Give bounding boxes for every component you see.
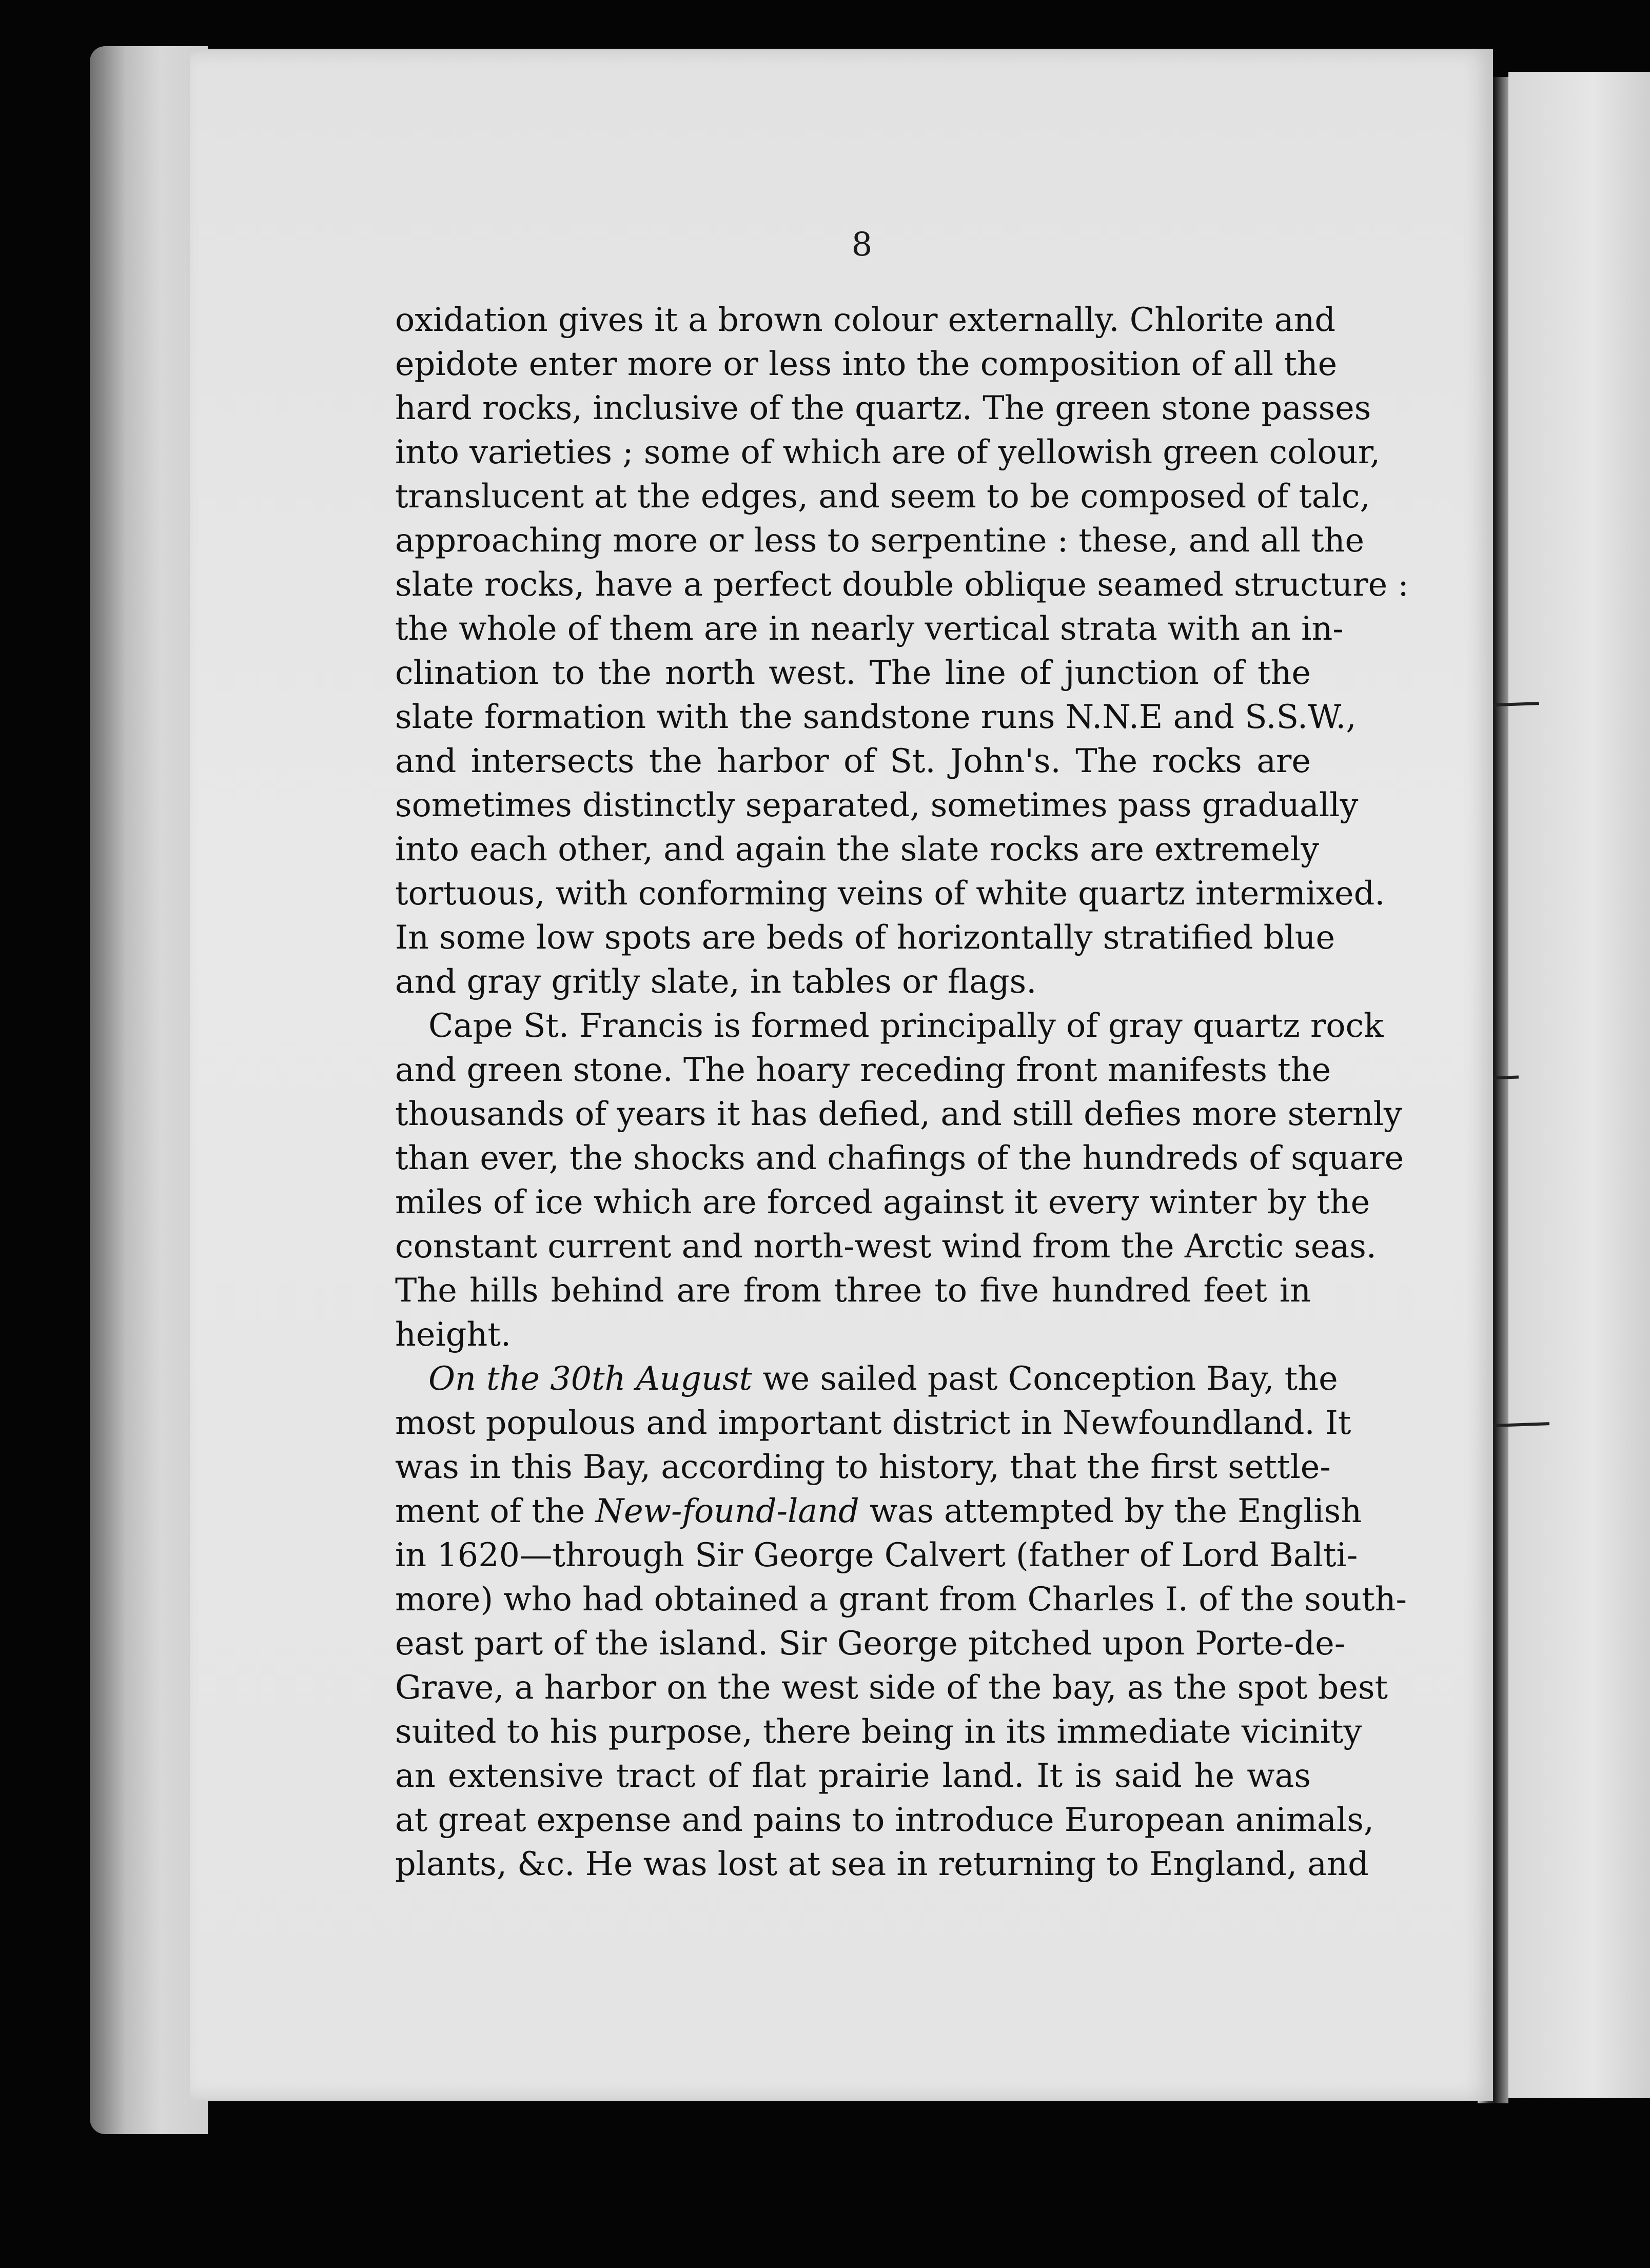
text-line: miles of ice which are forced against it every winter by the bbox=[395, 1183, 1370, 1221]
facing-page-edge bbox=[1508, 72, 1650, 2098]
text-line: epidote enter more or less into the composition of all the bbox=[395, 345, 1338, 383]
text-line: than ever, the shocks and chafings of the hundreds of square bbox=[395, 1139, 1404, 1177]
text-line: an extensive tract of flat prairie land. It is said he was bbox=[395, 1757, 1311, 1794]
text-line: clination to the north west. The line of junction of the bbox=[395, 654, 1311, 692]
text-line: translucent at the edges, and seem to be composed of talc, bbox=[395, 477, 1370, 515]
text-line: into varieties ; some of which are of yellowish green colour, bbox=[395, 433, 1381, 471]
text-line: In some low spots are beds of horizontally stratified blue bbox=[395, 918, 1335, 956]
text-line: suited to his purpose, there being in its immediate vicinity bbox=[395, 1712, 1362, 1750]
text-line: in 1620—through Sir George Calvert (father of Lord Balti- bbox=[395, 1536, 1358, 1574]
text-line: oxidation gives it a brown colour externally. Chlorite and bbox=[395, 301, 1336, 339]
text-line: constant current and north-west wind from the Arctic seas. bbox=[395, 1227, 1377, 1265]
text-line: and green stone. The hoary receding front manifests the bbox=[395, 1051, 1331, 1089]
text-line: more) who had obtained a grant from Charles I. of the south- bbox=[395, 1580, 1407, 1618]
text-line: and intersects the harbor of St. John's. The rocks are bbox=[395, 742, 1311, 780]
text-line: sometimes distinctly separated, sometimes pass gradually bbox=[395, 786, 1359, 824]
text-line: east part of the island. Sir George pitched upon Porte-de- bbox=[395, 1624, 1346, 1662]
text-line: plants, &c. He was lost at sea in returning to England, and bbox=[395, 1845, 1369, 1883]
text-line: slate formation with the sandstone runs N.N.E and S.S.W., bbox=[395, 698, 1357, 736]
text-line: The hills behind are from three to five hundred feet in bbox=[395, 1271, 1311, 1309]
text-line: On the 30th August we sailed past Conception Bay, the bbox=[428, 1359, 1338, 1397]
text-line: was in this Bay, according to history, that the first settle- bbox=[395, 1448, 1331, 1486]
text-line: height. bbox=[395, 1315, 512, 1353]
body-text bbox=[395, 298, 1409, 1886]
italic-term: New-found-land bbox=[595, 1492, 859, 1530]
text-line: hard rocks, inclusive of the quartz. The green stone passes bbox=[395, 389, 1371, 427]
text-line: Grave, a harbor on the west side of the bay, as the spot best bbox=[395, 1668, 1388, 1706]
text-line: Cape St. Francis is formed principally of gray quartz rock bbox=[428, 1007, 1384, 1044]
text-line: at great expense and pains to introduce European animals, bbox=[395, 1801, 1374, 1839]
page-number: 8 bbox=[851, 226, 873, 264]
text-line: tortuous, with conforming veins of white quartz intermixed. bbox=[395, 874, 1385, 912]
text-line: into each other, and again the slate rocks are extremely bbox=[395, 830, 1319, 868]
text-line: slate rocks, have a perfect double oblique seamed structure : bbox=[395, 565, 1409, 603]
text-line: the whole of them are in nearly vertical strata with an in- bbox=[395, 609, 1344, 647]
text-line: thousands of years it has defied, and still defies more sternly bbox=[395, 1095, 1402, 1133]
text-line: most populous and important district in Newfoundland. It bbox=[395, 1404, 1351, 1442]
italic-date: On the 30th August bbox=[428, 1359, 753, 1397]
text-line: and gray gritly slate, in tables or flags. bbox=[395, 962, 1037, 1000]
text-line: approaching more or less to serpentine : these, and all the bbox=[395, 521, 1365, 559]
text-line: ment of the New-found-land was attempted by the English bbox=[395, 1492, 1362, 1530]
